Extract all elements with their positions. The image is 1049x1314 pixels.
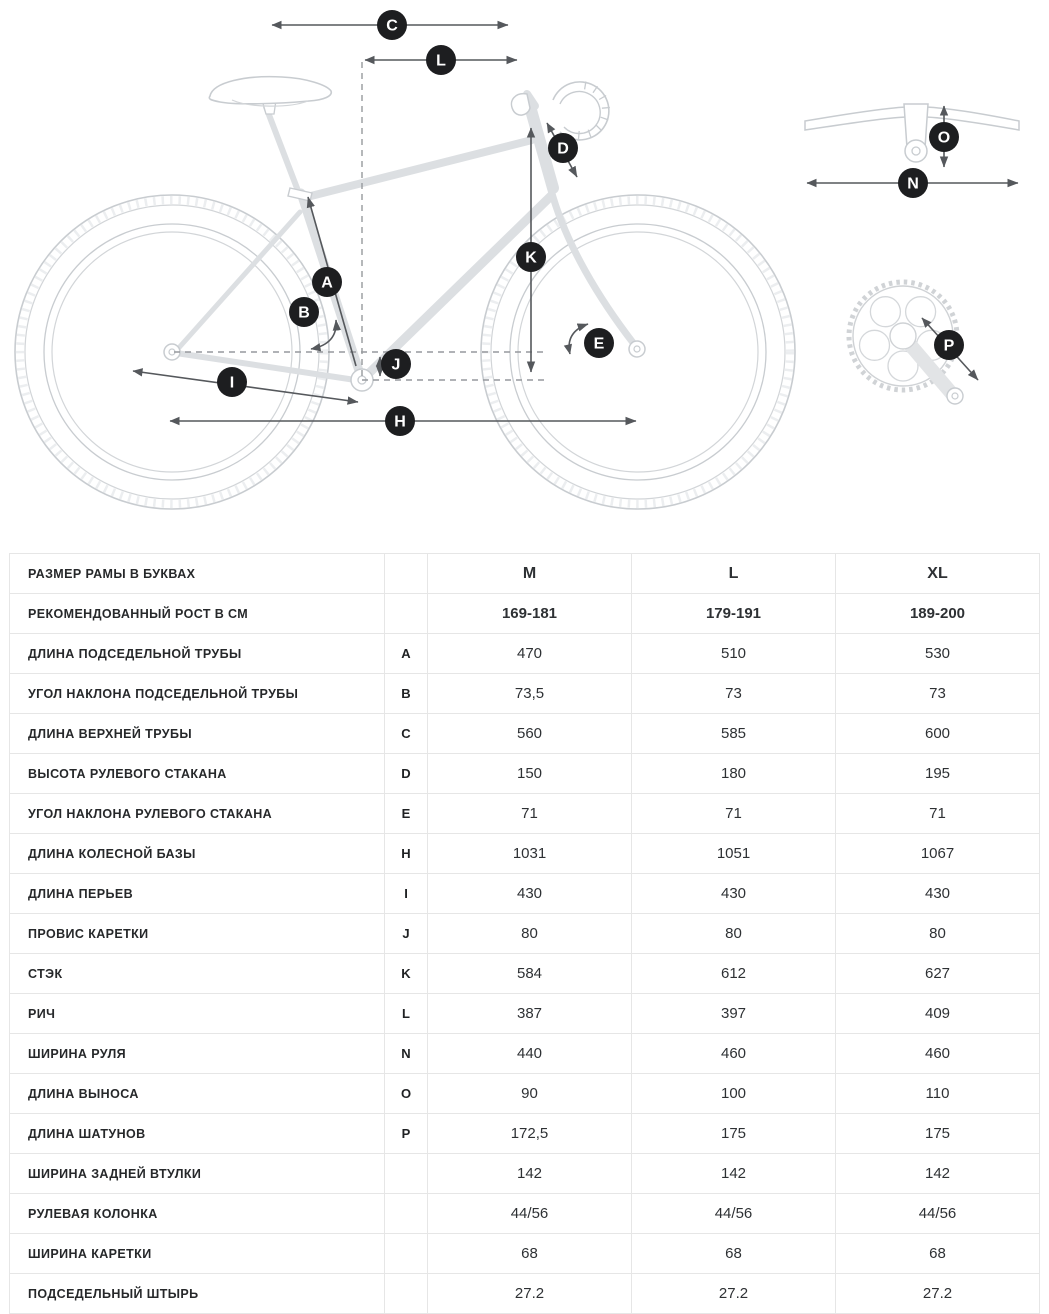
badge-letter-c: C [386, 17, 398, 35]
row-value-l: 180 [632, 754, 836, 794]
row-value-m: 560 [428, 714, 632, 754]
row-value-xl: 175 [836, 1114, 1040, 1154]
row-label: УГОЛ НАКЛОНА РУЛЕВОГО СТАКАНА [10, 794, 385, 834]
bike-geometry-diagram [0, 0, 1049, 545]
row-value-l: 397 [632, 994, 836, 1034]
row-value-xl: XL [836, 554, 1040, 594]
row-label: ДЛИНА ПОДСЕДЕЛЬНОЙ ТРУБЫ [10, 634, 385, 674]
row-value-m: M [428, 554, 632, 594]
row-value-xl: 44/56 [836, 1194, 1040, 1234]
row-value-l: 430 [632, 874, 836, 914]
measurement-badges [217, 10, 964, 436]
row-label: РИЧ [10, 994, 385, 1034]
row-label: ВЫСОТА РУЛЕВОГО СТАКАНА [10, 754, 385, 794]
seatstay [176, 212, 300, 351]
badge-p [934, 330, 964, 360]
row-value-m: 172,5 [428, 1114, 632, 1154]
row-letter [385, 594, 428, 634]
row-letter: D [385, 754, 428, 794]
badge-i [217, 367, 247, 397]
row-letter: I [385, 874, 428, 914]
handlebar-top-view [805, 104, 1019, 162]
row-value-m: 68 [428, 1234, 632, 1274]
badge-o [929, 122, 959, 152]
row-letter [385, 554, 428, 594]
row-value-l: 71 [632, 794, 836, 834]
row-value-m: 440 [428, 1034, 632, 1074]
badge-n [898, 168, 928, 198]
row-label: ШИРИНА КАРЕТКИ [10, 1234, 385, 1274]
row-value-m: 80 [428, 914, 632, 954]
row-label: ДЛИНА ПЕРЬЕВ [10, 874, 385, 914]
row-value-xl: 1067 [836, 834, 1040, 874]
bar-tape-stripes [579, 82, 610, 139]
badge-letter-e: E [593, 335, 605, 353]
badge-e [584, 328, 614, 358]
row-value-m: 150 [428, 754, 632, 794]
row-label: ДЛИНА ВЕРХНЕЙ ТРУБЫ [10, 714, 385, 754]
badge-b [289, 297, 319, 327]
badge-c [377, 10, 407, 40]
row-letter [385, 1194, 428, 1234]
row-label: СТЭК [10, 954, 385, 994]
front-dropout [629, 341, 645, 357]
row-letter: K [385, 954, 428, 994]
row-value-l: 612 [632, 954, 836, 994]
table-row [10, 1074, 1040, 1114]
row-value-l: L [632, 554, 836, 594]
row-label: ПРОВИС КАРЕТКИ [10, 914, 385, 954]
badge-letter-a: A [321, 274, 333, 292]
row-label: УГОЛ НАКЛОНА ПОДСЕДЕЛЬНОЙ ТРУБЫ [10, 674, 385, 714]
row-value-l: 585 [632, 714, 836, 754]
crank-axle [890, 323, 916, 349]
row-label: ПОДСЕДЕЛЬНЫЙ ШТЫРЬ [10, 1274, 385, 1314]
row-value-m: 584 [428, 954, 632, 994]
saddle [209, 77, 331, 114]
row-value-m: 90 [428, 1074, 632, 1114]
row-letter [385, 1154, 428, 1194]
row-value-l: 80 [632, 914, 836, 954]
row-letter: P [385, 1114, 428, 1154]
badge-letter-n: N [907, 175, 919, 193]
table-row [10, 834, 1040, 874]
badge-letter-h: H [394, 413, 406, 431]
row-letter: B [385, 674, 428, 714]
table-row [10, 754, 1040, 794]
row-value-xl: 189-200 [836, 594, 1040, 634]
seatpost [266, 107, 300, 196]
row-value-m: 470 [428, 634, 632, 674]
table-row [10, 1034, 1040, 1074]
brake-hood [511, 94, 530, 115]
row-value-l: 68 [632, 1234, 836, 1274]
row-label: ДЛИНА ВЫНОСА [10, 1074, 385, 1114]
row-value-xl: 73 [836, 674, 1040, 714]
badge-letter-p: P [943, 337, 955, 355]
row-value-m: 1031 [428, 834, 632, 874]
row-label: ДЛИНА ШАТУНОВ [10, 1114, 385, 1154]
row-letter: L [385, 994, 428, 1034]
row-value-l: 27.2 [632, 1274, 836, 1314]
badge-k [516, 242, 546, 272]
bar-curl-inner [560, 92, 600, 134]
row-value-m: 27.2 [428, 1274, 632, 1314]
badge-l-top [426, 45, 456, 75]
row-value-xl: 80 [836, 914, 1040, 954]
row-value-xl: 110 [836, 1074, 1040, 1114]
table-row [10, 874, 1040, 914]
row-letter: O [385, 1074, 428, 1114]
row-value-m: 44/56 [428, 1194, 632, 1234]
table-row [10, 554, 1040, 594]
table-row [10, 994, 1040, 1034]
row-letter: A [385, 634, 428, 674]
row-value-l: 100 [632, 1074, 836, 1114]
row-value-xl: 27.2 [836, 1274, 1040, 1314]
badge-letter-k: K [525, 249, 537, 267]
construction-lines [174, 62, 544, 380]
badge-letter-j: J [391, 356, 401, 374]
table-row [10, 634, 1040, 674]
pedal-hole [947, 388, 963, 404]
table-row [10, 954, 1040, 994]
geometry-table-body [10, 554, 1040, 1314]
row-value-l: 142 [632, 1154, 836, 1194]
row-value-l: 73 [632, 674, 836, 714]
table-row [10, 1234, 1040, 1274]
row-value-m: 430 [428, 874, 632, 914]
row-value-xl: 530 [836, 634, 1040, 674]
top-tube [303, 140, 532, 198]
row-value-xl: 142 [836, 1154, 1040, 1194]
row-label: ШИРИНА РУЛЯ [10, 1034, 385, 1074]
row-value-m: 387 [428, 994, 632, 1034]
row-value-l: 175 [632, 1114, 836, 1154]
table-row [10, 1194, 1040, 1234]
geometry-size-table [9, 553, 1040, 1314]
row-value-xl: 460 [836, 1034, 1040, 1074]
row-label: ШИРИНА ЗАДНЕЙ ВТУЛКИ [10, 1154, 385, 1194]
row-label: РЕКОМЕНДОВАННЫЙ РОСТ В СМ [10, 594, 385, 634]
table-row [10, 714, 1040, 754]
row-letter: J [385, 914, 428, 954]
row-letter: N [385, 1034, 428, 1074]
row-value-m: 71 [428, 794, 632, 834]
table-row [10, 914, 1040, 954]
row-value-l: 44/56 [632, 1194, 836, 1234]
row-value-xl: 195 [836, 754, 1040, 794]
badge-letter-i: I [229, 374, 235, 392]
row-label: РАЗМЕР РАМЫ В БУКВАХ [10, 554, 385, 594]
chainstay [176, 353, 362, 381]
row-value-xl: 409 [836, 994, 1040, 1034]
badge-j [381, 349, 411, 379]
row-label: ДЛИНА КОЛЕСНОЙ БАЗЫ [10, 834, 385, 874]
row-value-l: 460 [632, 1034, 836, 1074]
row-value-xl: 430 [836, 874, 1040, 914]
row-value-m: 169-181 [428, 594, 632, 634]
table-row [10, 1154, 1040, 1194]
row-value-xl: 600 [836, 714, 1040, 754]
row-value-l: 179-191 [632, 594, 836, 634]
table-row [10, 794, 1040, 834]
row-label: РУЛЕВАЯ КОЛОНКА [10, 1194, 385, 1234]
table-row [10, 674, 1040, 714]
row-value-xl: 627 [836, 954, 1040, 994]
badge-letter-d: D [557, 140, 569, 158]
badge-a [312, 267, 342, 297]
row-value-m: 142 [428, 1154, 632, 1194]
row-letter: C [385, 714, 428, 754]
row-letter: H [385, 834, 428, 874]
badge-letter-b: B [298, 304, 310, 322]
row-value-l: 510 [632, 634, 836, 674]
table-row [10, 594, 1040, 634]
badge-d [548, 133, 578, 163]
row-value-l: 1051 [632, 834, 836, 874]
badge-h [385, 406, 415, 436]
row-value-m: 73,5 [428, 674, 632, 714]
table-row [10, 1114, 1040, 1154]
row-value-xl: 71 [836, 794, 1040, 834]
badge-letter-l: L [436, 52, 446, 70]
badge-letter-o: O [937, 129, 951, 147]
row-letter [385, 1234, 428, 1274]
row-value-xl: 68 [836, 1234, 1040, 1274]
row-letter: E [385, 794, 428, 834]
